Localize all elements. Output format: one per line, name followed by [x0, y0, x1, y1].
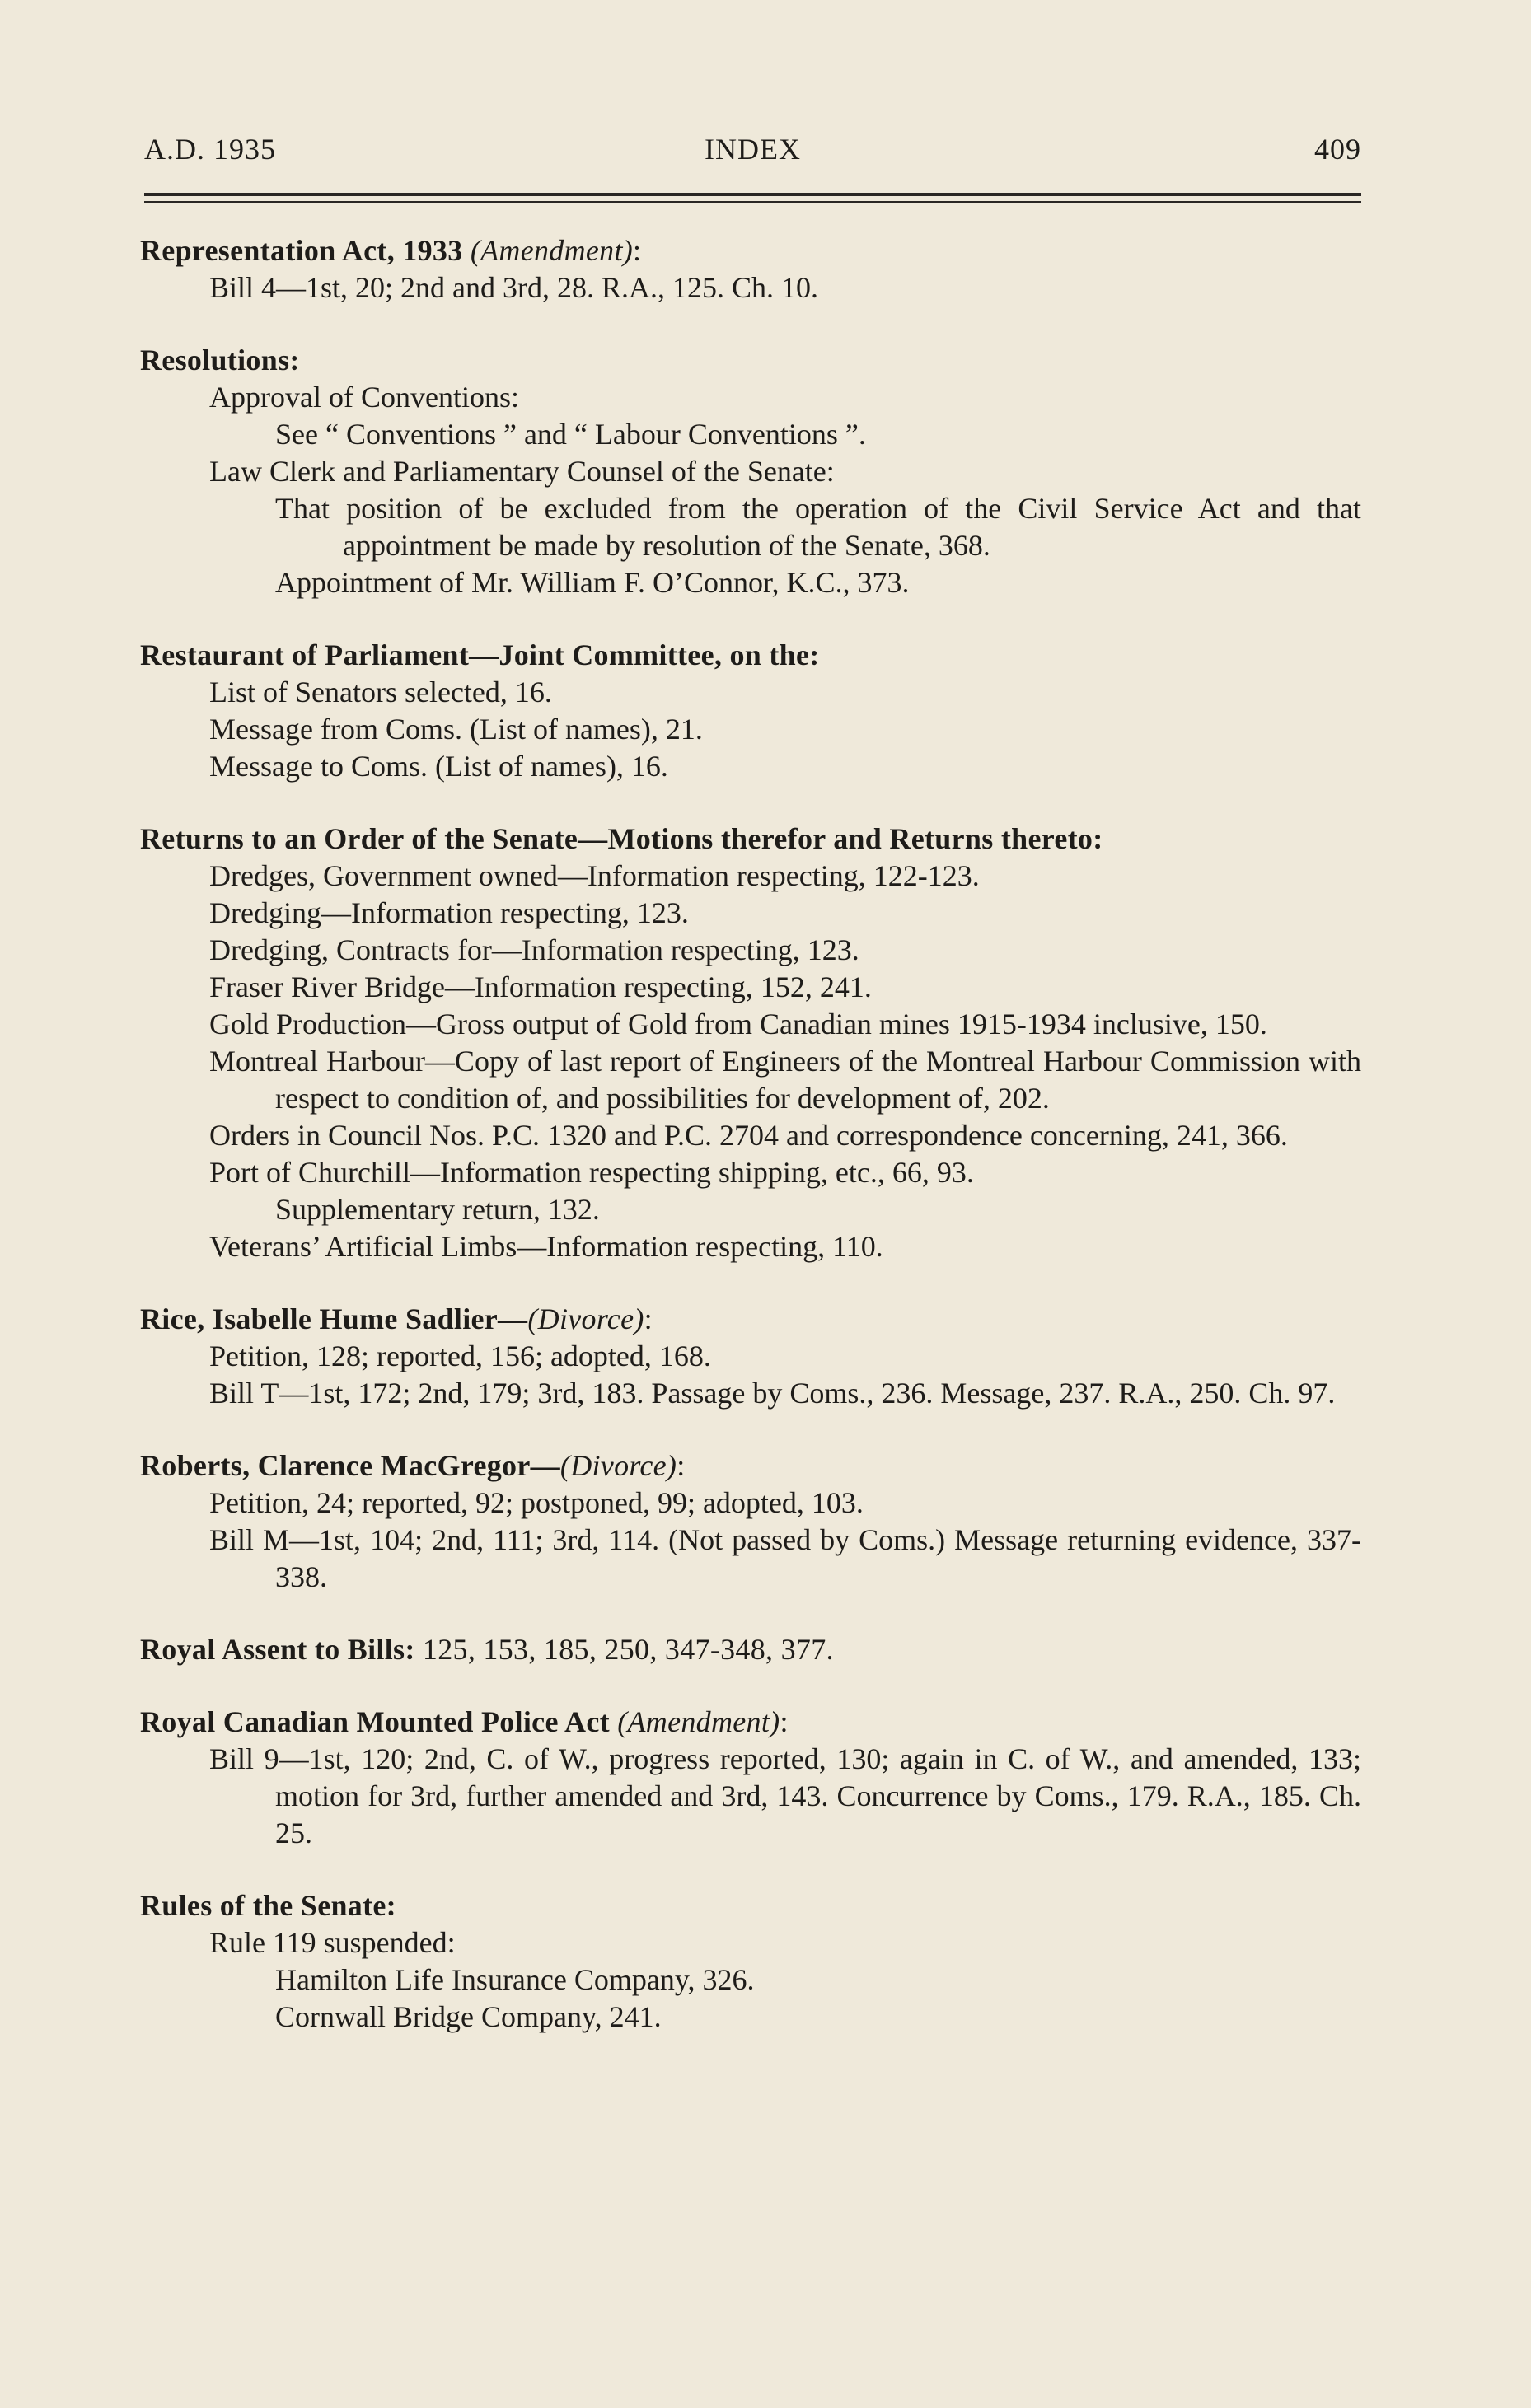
entry-heading [140, 232, 1361, 269]
index-content [140, 232, 1361, 2071]
index-entry [140, 1704, 1361, 1852]
entry-heading [140, 1447, 1361, 1485]
index-entry [140, 1447, 1361, 1596]
subentry-line: Dredging—Information respecting, 123. [209, 896, 689, 929]
index-entry [140, 232, 1361, 306]
index-entry [140, 1301, 1361, 1412]
entry-title-suffix: : [644, 1302, 653, 1335]
subentry-line: Approval of Conventions: [209, 381, 519, 414]
subentry-line: Orders in Council Nos. P.C. 1320 and P.C. 2704 and correspondence concerning, 241, 366. [209, 1119, 1288, 1152]
index-entry [140, 1631, 1361, 1668]
entry-title-suffix: : [677, 1449, 686, 1482]
subentry-line: Veterans’ Artificial Limbs—Information respecting, 110. [209, 1230, 883, 1263]
entry-title: Roberts, Clarence MacGregor— [140, 1449, 560, 1482]
subentry-line: Bill 9—1st, 120; 2nd, C. of W., progress reported, 130; again in C. of W., and amended, 133; motion for 3rd, further amended and 3rd, 143. Concurrence by Coms., 179. R.A., 185. Ch. 25. [209, 1742, 1361, 1849]
header-year: A.D. 1935 [144, 133, 276, 166]
entry-title-qualifier: (Amendment) [617, 1705, 780, 1738]
entry-heading [140, 1631, 1361, 1668]
subentry-line: Petition, 24; reported, 92; postponed, 99; adopted, 103. [209, 1486, 864, 1519]
entry-heading [140, 1887, 1361, 1924]
subentry-line: Hamilton Life Insurance Company, 326. [275, 1963, 755, 1996]
subentry-line: Petition, 128; reported, 156; adopted, 168. [209, 1340, 711, 1372]
entry-line: Message from Coms. (List of names), 21. [209, 713, 703, 746]
entry-heading [140, 637, 1361, 674]
subentry-line: Port of Churchill—Information respecting shipping, etc., 66, 93. [209, 1156, 974, 1189]
entry-title: Returns to an Order of the Senate—Motions therefor and Returns thereto: [140, 822, 1103, 855]
entry-heading [140, 342, 1361, 379]
entry-page-refs: 125, 153, 185, 250, 347-348, 377. [414, 1633, 834, 1666]
index-entry [140, 821, 1361, 1265]
entry-title: Resolutions: [140, 344, 300, 376]
subentry-line: Dredges, Government owned—Information respecting, 122-123. [209, 859, 980, 892]
entry-title-suffix: : [633, 234, 642, 267]
entry-heading [140, 1301, 1361, 1338]
entry-title: Rules of the Senate: [140, 1889, 396, 1922]
subentry-line: Gold Production—Gross output of Gold from Canadian mines 1915-1934 inclusive, 150. [209, 1008, 1267, 1040]
subentry-line: Appointment of Mr. William F. O’Connor, K.C., 373. [275, 566, 910, 599]
subentry-line: Montreal Harbour—Copy of last report of Engineers of the Montreal Harbour Commission with respect to condition of, and possibilities for development of, 202. [209, 1045, 1361, 1115]
entry-title-qualifier: (Amendment) [470, 234, 634, 267]
subentry-line: Supplementary return, 132. [275, 1193, 600, 1226]
header-rule-thick [144, 193, 1361, 196]
entry-title-suffix: : [780, 1705, 789, 1738]
entry-heading [140, 821, 1361, 858]
subentry-line: Cornwall Bridge Company, 241. [275, 2000, 662, 2033]
page-number: 409 [1314, 133, 1361, 166]
entry-title: Representation Act, 1933 [140, 234, 463, 267]
entry-line: Message to Coms. (List of names), 16. [209, 750, 668, 783]
header-rule-thin [144, 201, 1361, 203]
subentry-line: Rule 119 suspended: [209, 1926, 456, 1959]
entry-heading [140, 1704, 1361, 1741]
entry-title-qualifier: (Divorce) [527, 1302, 644, 1335]
header-title: INDEX [705, 133, 801, 166]
index-entry [140, 1887, 1361, 2036]
entry-title-qualifier: (Divorce) [559, 1449, 677, 1482]
entry-title: Restaurant of Parliament—Joint Committee, on the: [140, 638, 820, 671]
subentry-line: Dredging, Contracts for—Information respecting, 123. [209, 933, 859, 966]
subentry-line: Fraser River Bridge—Information respecting, 152, 241. [209, 970, 872, 1003]
subentry-line: That position of be excluded from the operation of the Civil Service Act and that appointment be made by resolution of the Senate, 368. [275, 492, 1361, 562]
subentry-line: Bill M—1st, 104; 2nd, 111; 3rd, 114. (Not passed by Coms.) Message returning evidence, 337-338. [209, 1523, 1361, 1593]
entry-title: Royal Canadian Mounted Police Act [140, 1705, 610, 1738]
entry-title: Rice, Isabelle Hume Sadlier— [140, 1302, 528, 1335]
index-entry [140, 637, 1361, 785]
index-entry [140, 342, 1361, 601]
subentry-line: Law Clerk and Parliamentary Counsel of the Senate: [209, 455, 835, 488]
entry-line: Bill 4—1st, 20; 2nd and 3rd, 28. R.A., 125. Ch. 10. [209, 271, 819, 304]
entry-title: Royal Assent to Bills: [140, 1633, 415, 1666]
subentry-line: Bill T—1st, 172; 2nd, 179; 3rd, 183. Passage by Coms., 236. Message, 237. R.A., 250. Ch. 97. [209, 1377, 1336, 1410]
running-header [144, 132, 1361, 173]
entry-line: List of Senators selected, 16. [209, 676, 552, 708]
subentry-line: See “ Conventions ” and “ Labour Conventions ”. [275, 418, 866, 451]
